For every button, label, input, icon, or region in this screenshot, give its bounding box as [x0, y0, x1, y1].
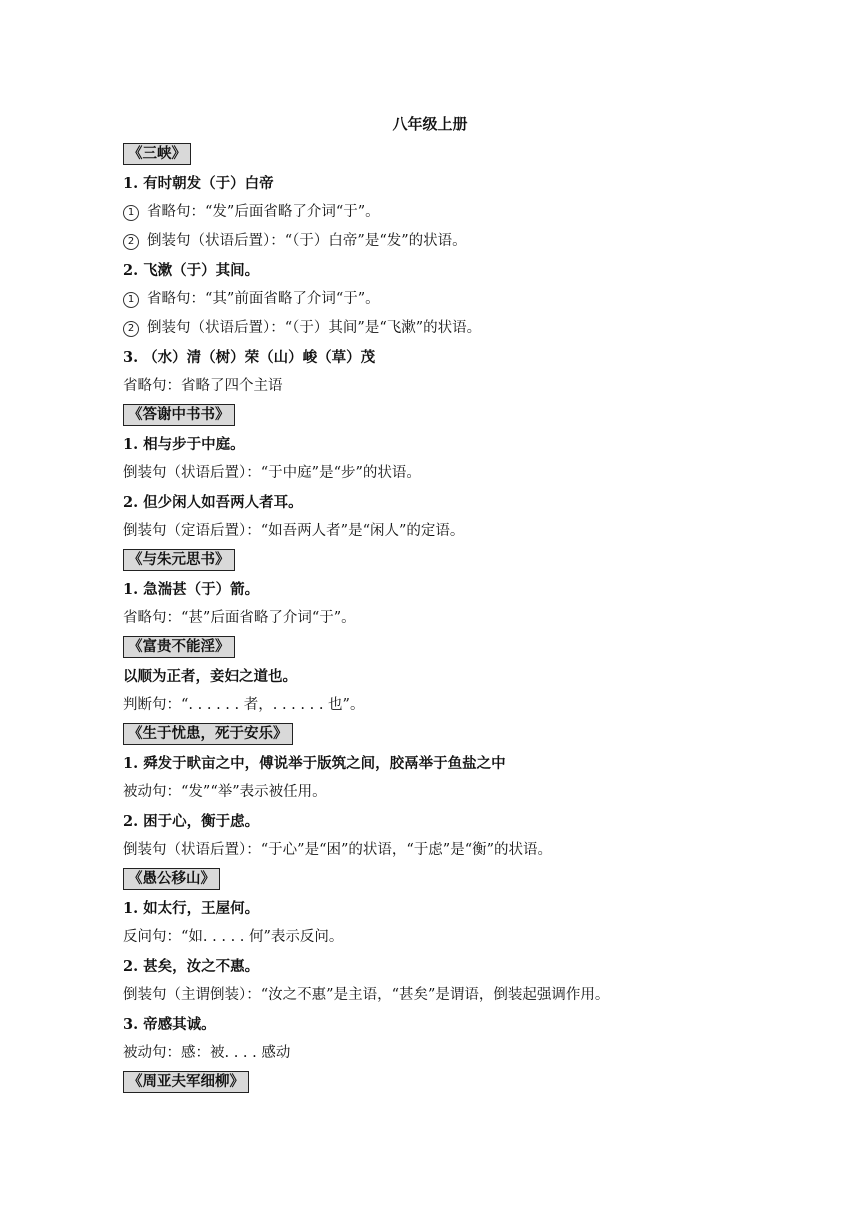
sentence-text: 2. 飞漱（于）其间。	[123, 262, 260, 279]
section-heading	[123, 720, 823, 749]
section-heading	[123, 546, 823, 575]
explanation-note	[123, 1039, 823, 1068]
example-sentence	[123, 343, 823, 372]
note-text: 省略句：“甚”后面省略了介词“于”。	[123, 610, 356, 626]
note-text: 反问句：“如. . . . . 何”表示反问。	[123, 929, 344, 945]
explanation-note	[123, 836, 823, 865]
section-heading-label: 《答谢中书书》	[123, 404, 235, 426]
example-sentence	[123, 894, 823, 923]
example-sentence	[123, 1010, 823, 1039]
explanation-note	[123, 604, 823, 633]
explanation-note	[123, 459, 823, 488]
example-sentence	[123, 256, 823, 285]
note-text: 被动句：“发”“举”表示被任用。	[123, 784, 327, 800]
circled-number-marker: 1	[123, 292, 139, 308]
sentence-text: 1. 舜发于畎亩之中，傅说举于版筑之间，胶鬲举于鱼盐之中	[123, 755, 506, 772]
section-heading-label: 《周亚夫军细柳》	[123, 1071, 249, 1093]
explanation-note	[123, 778, 823, 807]
document-body	[123, 140, 823, 1097]
sentence-text: 3. 帝感其诚。	[123, 1016, 216, 1033]
example-sentence	[123, 169, 823, 198]
section-heading-label: 《生于忧患，死于安乐》	[123, 723, 293, 745]
section-heading	[123, 633, 823, 662]
section-heading	[123, 401, 823, 430]
explanation-note	[123, 198, 823, 227]
note-text: 倒装句（状语后置）：“（于）白帝”是“发”的状语。	[147, 233, 467, 249]
explanation-note	[123, 923, 823, 952]
section-heading	[123, 865, 823, 894]
note-text: 省略句：“发”后面省略了介词“于”。	[147, 204, 380, 220]
note-text: 倒装句（定语后置）：“如吾两人者”是“闲人”的定语。	[123, 523, 465, 539]
example-sentence	[123, 807, 823, 836]
example-sentence	[123, 749, 823, 778]
explanation-note	[123, 517, 823, 546]
explanation-note	[123, 314, 823, 343]
sentence-text: 2. 困于心，衡于虑。	[123, 813, 260, 830]
note-text: 倒装句（状语后置）：“于心”是“困”的状语，“于虑”是“衡”的状语。	[123, 842, 553, 858]
note-text: 倒装句（状语后置）：“于中庭”是“步”的状语。	[123, 465, 421, 481]
sentence-text: 1. 相与步于中庭。	[123, 436, 245, 453]
explanation-note	[123, 227, 823, 256]
explanation-note	[123, 372, 823, 401]
section-heading	[123, 1068, 823, 1097]
sentence-text: 2. 甚矣，汝之不惠。	[123, 958, 260, 975]
sentence-text: 3. （水）清（树）荣（山）峻（草）茂	[123, 349, 376, 366]
explanation-note	[123, 285, 823, 314]
sentence-text: 以顺为正者，妾妇之道也。	[123, 668, 297, 685]
circled-number-marker: 2	[123, 234, 139, 250]
sentence-text: 1. 急湍甚（于）箭。	[123, 581, 260, 598]
note-text: 省略句：“其”前面省略了介词“于”。	[147, 291, 380, 307]
example-sentence	[123, 952, 823, 981]
example-sentence	[123, 575, 823, 604]
circled-number-marker: 1	[123, 205, 139, 221]
note-text: 倒装句（主谓倒装）：“汝之不惠”是主语，“甚矣”是谓语，倒装起强调作用。	[123, 987, 610, 1003]
explanation-note	[123, 691, 823, 720]
sentence-text: 2. 但少闲人如吾两人者耳。	[123, 494, 303, 511]
section-heading-label: 《与朱元思书》	[123, 549, 235, 571]
note-text: 被动句：感：被. . . . 感动	[123, 1045, 291, 1061]
explanation-note	[123, 981, 823, 1010]
sentence-text: 1. 有时朝发（于）白帝	[123, 175, 274, 192]
section-heading-label: 《富贵不能淫》	[123, 636, 235, 658]
sentence-text: 1. 如太行，王屋何。	[123, 900, 260, 917]
note-text: 省略句：省略了四个主语	[123, 378, 283, 394]
page-title: 八年级上册	[392, 115, 468, 133]
note-text: 判断句：“. . . . . . 者，. . . . . . 也”。	[123, 697, 365, 713]
example-sentence	[123, 662, 823, 691]
example-sentence	[123, 488, 823, 517]
section-heading-label: 《三峡》	[123, 143, 191, 165]
section-heading-label: 《愚公移山》	[123, 868, 220, 890]
circled-number-marker: 2	[123, 321, 139, 337]
note-text: 倒装句（状语后置）：“（于）其间”是“飞漱”的状语。	[147, 320, 482, 336]
section-heading	[123, 140, 823, 169]
example-sentence	[123, 430, 823, 459]
